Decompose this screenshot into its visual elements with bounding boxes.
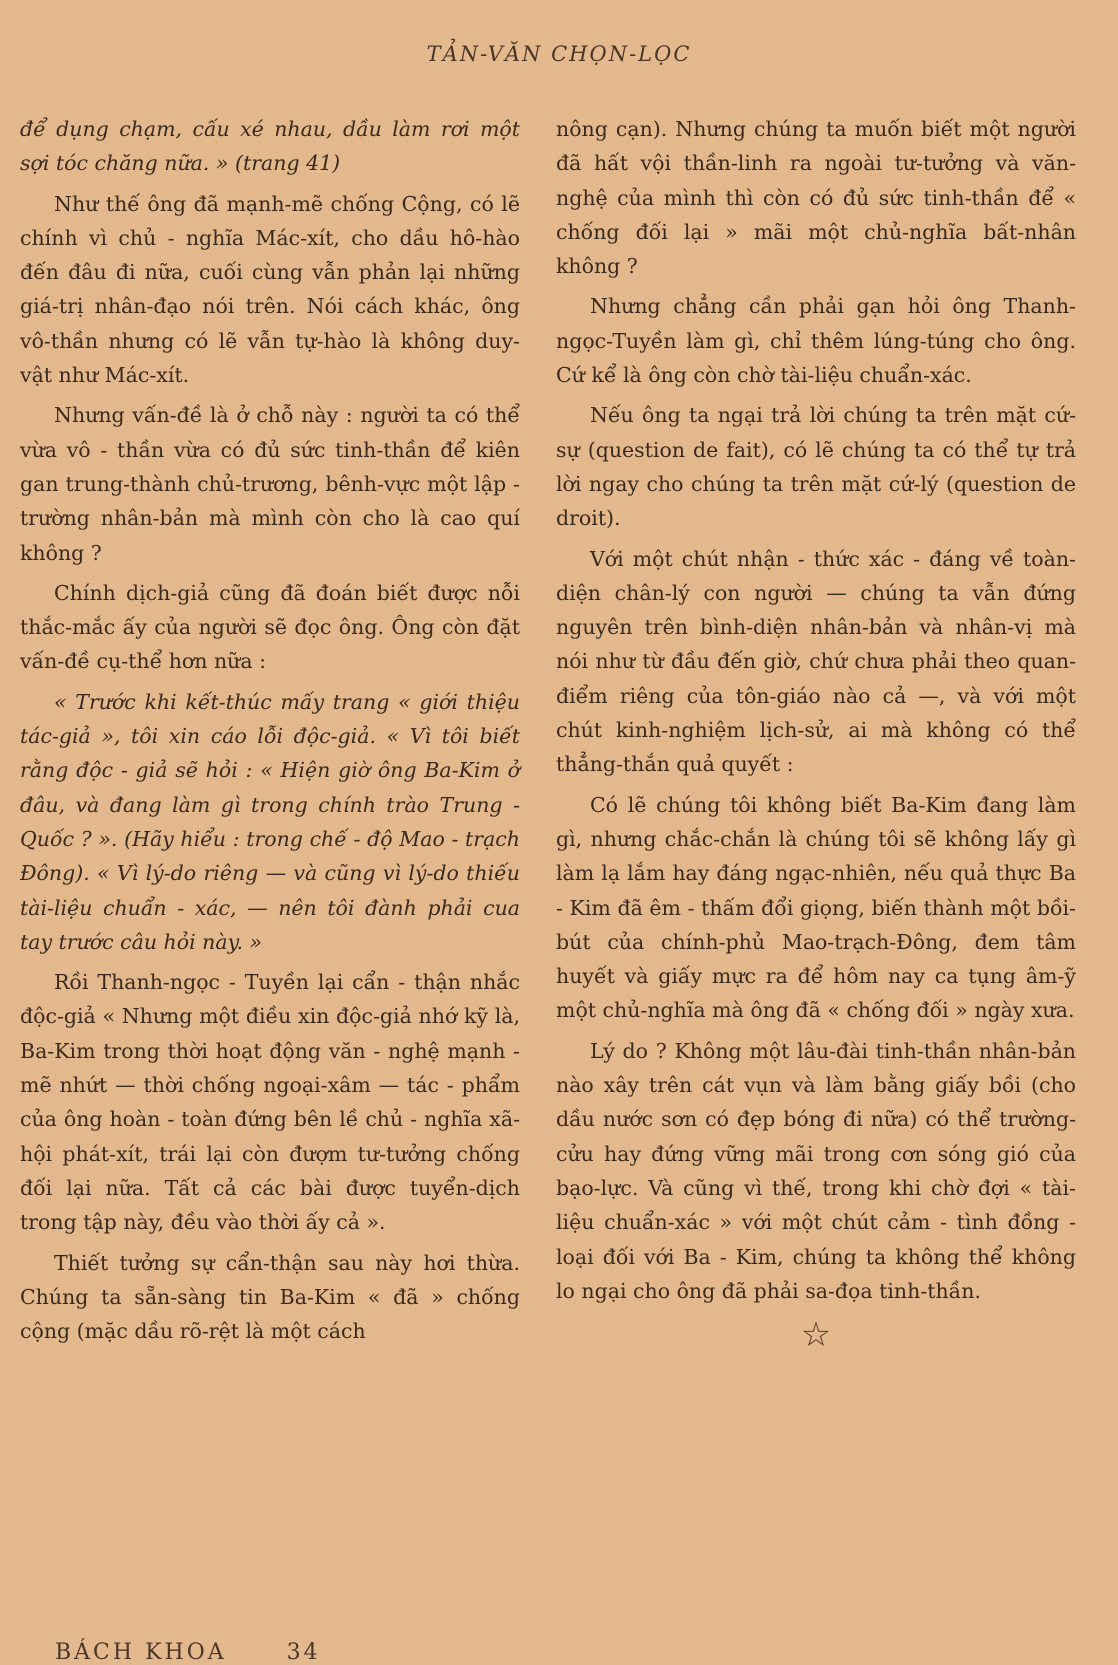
page-footer	[55, 1640, 321, 1665]
paragraph: Có lẽ chúng tôi không biết Ba-Kim đang làm gì, nhưng chắc-chắn là chúng tôi sẽ không lấy gì làm lạ lắm hay đáng ngạc-nhiên, nếu quả thực Ba - Kim đã êm - thấm đổi giọng, biến thành một bồi-bút của chính-phủ Mao-trạch-Đông, đem tâm huyết và giấy mực ra để hôm nay ca tụng âm-ỹ một chủ-nghĩa mà ông đã « chống đối » ngày xưa.	[556, 792, 1076, 1023]
paragraph: nông cạn). Nhưng chúng ta muốn biết một người đã hất vội thần-linh ra ngoài tư-tưởng và văn-nghệ của mình thì còn có đủ sức tinh-thần để « chống đối lại » mãi một chủ-nghĩa bất-nhân không ?	[556, 117, 1076, 279]
paragraph: Với một chút nhận - thức xác - đáng về toàn-diện chân-lý con người — chúng ta vẫn đứng nguyên trên bình-diện nhân-bản và nhân-vị mà nói như từ đầu đến giờ, chứ chưa phải theo quan-điểm riêng của tôn-giáo nào cả —, và với một chút kinh-nghiệm lịch-sử, ai mà không có thể thẳng-thắn quả quyết :	[556, 546, 1076, 777]
paragraph: Chính dịch-giả cũng đã đoán biết được nỗi thắc-mắc ấy của người sẽ đọc ông. Ông còn đặt vấn-đề cụ-thể hơn nữa :	[20, 580, 520, 674]
page-number: 34	[286, 1640, 321, 1665]
paragraph: để dụng chạm, cấu xé nhau, dầu làm rơi một sợi tóc chăng nữa. » (trang 41)	[20, 117, 520, 176]
paragraph: Như thế ông đã mạnh-mẽ chống Cộng, có lẽ chính vì chủ - nghĩa Mác-xít, cho dầu hô-hào đến đâu đi nữa, cuối cùng vẫn phản lại những giá-trị nhân-đạo nói trên. Nói cách khác, ông vô-thần nhưng có lẽ vẫn tự-hào là không duy-vật như Mác-xít.	[20, 191, 520, 388]
paragraph: Nếu ông ta ngại trả lời chúng ta trên mặt cứ-sự (question de fait), có lẽ chúng ta có thể tự trả lời ngay cho chúng ta trên mặt cứ-lý (question de droit).	[556, 403, 1076, 531]
paragraph: Nhưng chẳng cần phải gạn hỏi ông Thanh-ngọc-Tuyền làm gì, chỉ thêm lúng-túng cho ông. Cứ kể là ông còn chờ tài-liệu chuẩn-xác.	[556, 294, 1076, 388]
paragraph: Thiết tưởng sự cẩn-thận sau này hơi thừa. Chúng ta sẵn-sàng tin Ba-Kim « đã » chống cộng (mặc dầu rõ-rệt là một cách	[20, 1250, 520, 1344]
left-column	[20, 112, 520, 1354]
quote-paragraph: « Trước khi kết-thúc mấy trang « giới thiệu tác-giả », tôi xin cáo lỗi độc-giả. « Vì tôi biết rằng độc - giả sẽ hỏi : « Hiện giờ ông Ba-Kim ở đâu, và đang làm gì trong chính trào Trung - Quốc ? ». (Hãy hiểu : trong chế - độ Mao - trạch Đông). « Vì lý-do riêng — và cũng vì lý-do thiếu tài-liệu chuẩn - xác, — nên tôi đành phải cua tay trước câu hỏi này. »	[20, 689, 520, 954]
page-header: TẢN-VĂN CHỌN-LỌC	[426, 42, 692, 66]
magazine-name: BÁCH KHOA	[55, 1640, 227, 1665]
paragraph: Lý do ? Không một lâu-đài tinh-thần nhân-bản nào xây trên cát vụn và làm bằng giấy bồi (cho dầu nước sơn có đẹp bóng đi nữa) có thể trường-cửu hay đứng vững mãi trong cơn sóng gió của bạo-lực. Và cũng vì thế, trong khi chờ đợi « tài-liệu chuẩn-xác » với một chút cảm - tình đồng - loại đối với Ba - Kim, chúng ta không thể không lo ngại cho ông đã phải sa-đọa tinh-thần.	[556, 1038, 1076, 1303]
right-column	[556, 112, 1076, 1356]
paragraph: Rồi Thanh-ngọc - Tuyền lại cẩn - thận nhắc độc-giả « Nhưng một điều xin độc-giả nhớ kỹ là, Ba-Kim trong thời hoạt động văn - nghệ mạnh - mẽ nhứt — thời chống ngoại-xâm — tác - phẩm của ông hoàn - toàn đứng bên lề chủ - nghĩa xã-hội phát-xít, trái lại còn đượm tư-tưởng chống đối lại nữa. Tất cả các bài được tuyển-dịch trong tập này, đều vào thời ấy cả ».	[20, 970, 520, 1235]
paragraph: Nhưng vấn-đề là ở chỗ này : người ta có thể vừa vô - thần vừa có đủ sức tinh-thần để kiên gan trung-thành chủ-trương, bênh-vực một lập - trường nhân-bản mà mình còn cho là cao quí không ?	[20, 403, 520, 565]
star-ornament-icon: ☆	[800, 1315, 832, 1356]
